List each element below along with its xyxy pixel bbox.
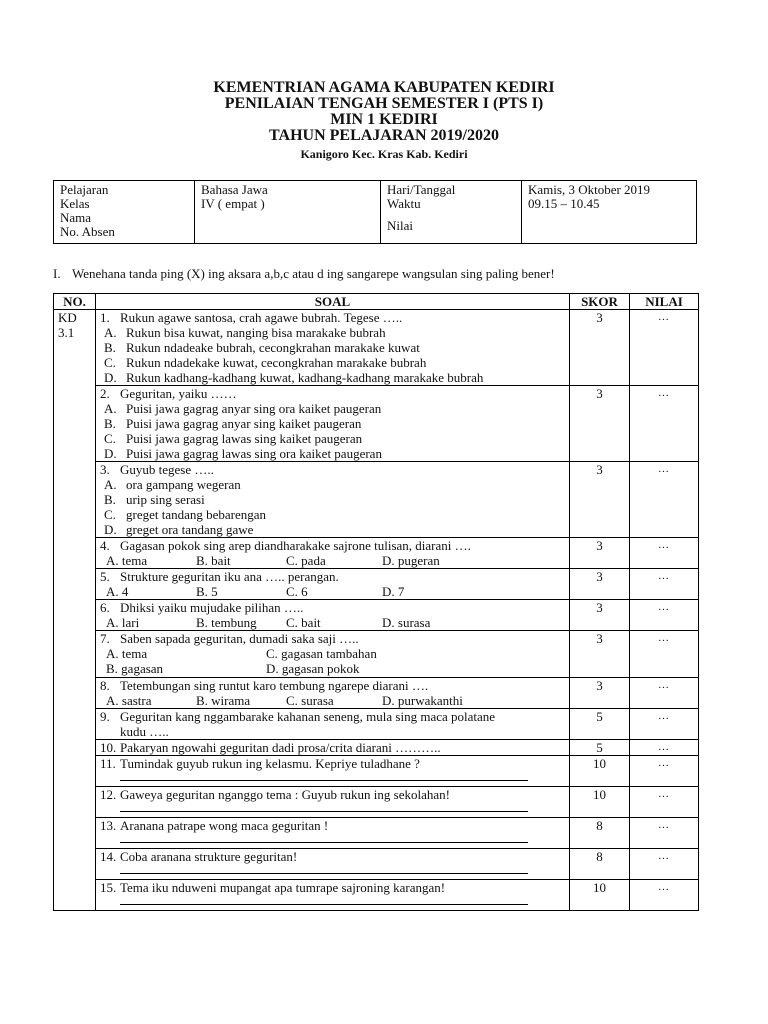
answer-line[interactable] <box>120 895 528 905</box>
score-cell: 5 <box>570 740 630 756</box>
value-kelas: IV ( empat ) <box>201 196 265 211</box>
header-no: NO. <box>54 294 96 310</box>
option-d[interactable]: D. pugeran <box>382 553 440 568</box>
option-d[interactable]: D. gagasan pokok <box>266 661 360 676</box>
option-b[interactable]: B. bait <box>196 553 231 568</box>
question-text: Pakaryan ngowahi geguritan dadi prosa/crita diarani ……….. <box>120 740 441 755</box>
option-d[interactable]: D. greget ora tandang gawe <box>104 522 254 537</box>
question-7 <box>96 631 570 678</box>
score-cell: 10 <box>570 880 630 911</box>
header-skor: SKOR <box>570 294 630 310</box>
kd-label: KD <box>58 310 77 325</box>
question-text: Tema iku nduweni mupangat apa tumrape sajroning karangan! <box>120 880 446 895</box>
option-a[interactable]: A. tema <box>106 646 148 661</box>
option-b[interactable]: B. wirama <box>196 693 251 708</box>
question-number: 14. <box>100 849 117 864</box>
score-cell: 3 <box>570 538 630 569</box>
question-2 <box>96 386 570 462</box>
question-number: 6. <box>100 600 110 615</box>
answer-line[interactable] <box>120 864 528 874</box>
answer-line[interactable] <box>120 771 528 781</box>
table-row <box>54 569 699 600</box>
nilai-cell[interactable] <box>630 880 699 911</box>
header-exam-title: PENILAIAN TENGAH SEMESTER I (PTS I) <box>224 95 544 112</box>
question-number: 7. <box>100 631 110 646</box>
option-a[interactable]: A. Rukun bisa kuwat, nanging bisa marakake bubrah <box>104 325 386 340</box>
nilai-cell[interactable] <box>630 600 699 631</box>
answer-line[interactable] <box>120 802 528 812</box>
question-text: Rukun agawe santosa, crah agawe bubrah. Tegese ….. <box>120 310 403 325</box>
header-institution: KEMENTRIAN AGAMA KABUPATEN KEDIRI <box>213 79 555 96</box>
question-text: Gagasan pokok sing arep diandharakake sajrone tulisan, diarani …. <box>120 538 471 553</box>
label-pelajaran: Pelajaran <box>60 182 109 197</box>
question-5 <box>96 569 570 600</box>
score-cell: 8 <box>570 818 630 849</box>
question-number: 10. <box>100 740 117 755</box>
table-row <box>54 386 699 462</box>
inline-options <box>106 553 565 568</box>
nilai-placeholder: … <box>658 601 670 613</box>
option-a[interactable]: A. ora gampang wegeran <box>104 477 241 492</box>
nilai-placeholder: … <box>658 850 670 862</box>
info-labels-left <box>54 181 195 244</box>
score-cell: 3 <box>570 310 630 386</box>
question-number: 15. <box>100 880 117 895</box>
nilai-cell[interactable] <box>630 678 699 709</box>
question-text: Geguritan kang nggambarake kahanan seneng, mula sing maca polatane <box>120 709 496 724</box>
questions-table <box>53 293 699 911</box>
question-text: Geguritan, yaiku …… <box>120 386 237 401</box>
table-row <box>54 756 699 787</box>
info-labels-right <box>381 181 522 244</box>
score-cell: 3 <box>570 600 630 631</box>
score-cell: 3 <box>570 569 630 600</box>
table-row <box>54 310 699 386</box>
table-row <box>54 818 699 849</box>
option-b[interactable]: B. 5 <box>196 584 218 599</box>
nilai-placeholder: … <box>658 632 670 644</box>
table-row <box>54 462 699 538</box>
label-nama: Nama <box>60 210 92 225</box>
nilai-placeholder: … <box>658 679 670 691</box>
label-no-absen: No. Absen <box>60 224 115 239</box>
label-hari-tanggal: Hari/Tanggal <box>387 182 456 197</box>
question-number: 12. <box>100 787 117 802</box>
inline-options <box>106 615 565 630</box>
option-d[interactable]: D. 7 <box>382 584 405 599</box>
option-c[interactable]: C. Rukun ndadekake kuwat, cecongkrahan marakake bubrah <box>104 355 427 370</box>
nilai-placeholder: … <box>658 788 670 800</box>
nilai-cell[interactable] <box>630 538 699 569</box>
option-a[interactable]: A. 4 <box>106 584 129 599</box>
question-11 <box>96 756 570 787</box>
option-d[interactable]: D. Puisi jawa gagrag lawas sing ora kaiket paugeran <box>104 446 382 461</box>
nilai-cell[interactable] <box>630 631 699 678</box>
nilai-placeholder: … <box>658 463 670 475</box>
nilai-placeholder: … <box>658 741 670 753</box>
question-text: Tetembungan sing runtut karo tembung ngarepe diarani …. <box>120 678 429 693</box>
nilai-placeholder: … <box>658 311 670 323</box>
option-d[interactable]: D. purwakanthi <box>382 693 463 708</box>
question-12 <box>96 787 570 818</box>
question-text: Gaweya geguritan nganggo tema : Guyub rukun ing sekolahan! <box>120 787 450 802</box>
question-number: 3. <box>100 462 110 477</box>
question-text-cont: kudu ….. <box>120 724 169 739</box>
nilai-cell[interactable] <box>630 818 699 849</box>
question-number: 13. <box>100 818 117 833</box>
question-8 <box>96 678 570 709</box>
option-c[interactable]: C. greget tandang bebarengan <box>104 507 267 522</box>
option-c[interactable]: C. bait <box>286 615 321 630</box>
question-number: 11. <box>100 756 116 771</box>
table-row <box>54 631 699 678</box>
instruction-text: Wenehana tanda ping (X) ing aksara a,b,c atau d ing sangarepe wangsulan sing paling bener! <box>72 266 555 281</box>
nilai-cell[interactable] <box>630 849 699 880</box>
question-number: 8. <box>100 678 110 693</box>
option-a[interactable]: A. lari <box>106 615 140 630</box>
option-d[interactable]: D. Rukun kadhang-kadhang kuwat, kadhang-kadhang marakake bubrah <box>104 370 484 385</box>
table-row <box>54 678 699 709</box>
question-text: Coba aranana strukture geguritan! <box>120 849 298 864</box>
table-row <box>54 709 699 740</box>
kd-cell <box>54 310 96 911</box>
nilai-cell[interactable] <box>630 709 699 740</box>
score-cell: 10 <box>570 756 630 787</box>
label-nilai: Nilai <box>387 218 413 233</box>
header-academic-year: TAHUN PELAJARAN 2019/2020 <box>269 127 499 144</box>
section-number: I. <box>53 266 61 281</box>
option-c[interactable]: C. pada <box>286 553 326 568</box>
header-address: Kanigoro Kec. Kras Kab. Kediri <box>300 147 468 161</box>
option-c[interactable]: C. gagasan tambahan <box>266 646 377 661</box>
info-values-left[interactable] <box>195 181 381 244</box>
question-1 <box>96 310 570 386</box>
value-waktu: 09.15 – 10.45 <box>528 196 600 211</box>
document-header <box>0 80 768 163</box>
nilai-cell[interactable] <box>630 787 699 818</box>
question-15 <box>96 880 570 911</box>
question-number: 5. <box>100 569 110 584</box>
label-kelas: Kelas <box>60 196 90 211</box>
option-b[interactable]: B. tembung <box>196 615 257 630</box>
nilai-placeholder: … <box>658 757 670 769</box>
section-instruction <box>53 266 703 282</box>
label-waktu: Waktu <box>387 196 421 211</box>
table-row <box>54 600 699 631</box>
nilai-placeholder: … <box>658 710 670 722</box>
score-cell: 3 <box>570 631 630 678</box>
question-text: Strukture geguritan iku ana ….. perangan. <box>120 569 339 584</box>
option-b[interactable]: B. Rukun ndadeake bubrah, cecongkrahan marakake kuwat <box>104 340 420 355</box>
option-a[interactable]: A. Puisi jawa gagrag anyar sing ora kaiket paugeran <box>104 401 382 416</box>
nilai-placeholder: … <box>658 539 670 551</box>
question-6 <box>96 600 570 631</box>
header-nilai: NILAI <box>630 294 699 310</box>
nilai-placeholder: … <box>658 819 670 831</box>
info-table <box>53 180 697 244</box>
question-number: 4. <box>100 538 110 553</box>
nilai-cell[interactable] <box>630 462 699 538</box>
score-cell: 8 <box>570 849 630 880</box>
option-b[interactable]: B. Puisi jawa gagrag anyar sing kaiket paugeran <box>104 416 362 431</box>
nilai-placeholder: … <box>658 387 670 399</box>
question-4 <box>96 538 570 569</box>
kd-number: 3.1 <box>58 325 75 340</box>
grid-options <box>106 646 565 676</box>
nilai-cell[interactable] <box>630 740 699 756</box>
question-text: Tumindak guyub rukun ing kelasmu. Kepriye tuladhane ? <box>120 756 420 771</box>
value-hari-tanggal: Kamis, 3 Oktober 2019 <box>528 182 651 197</box>
table-row <box>54 849 699 880</box>
option-a[interactable]: A. sastra <box>106 693 152 708</box>
option-c[interactable]: C. 6 <box>286 584 308 599</box>
inline-options <box>106 584 565 599</box>
inline-options <box>106 693 565 708</box>
question-10 <box>96 740 570 756</box>
question-14 <box>96 849 570 880</box>
table-row <box>54 538 699 569</box>
nilai-cell[interactable] <box>630 756 699 787</box>
nilai-cell[interactable] <box>630 310 699 386</box>
score-cell: 10 <box>570 787 630 818</box>
question-text: Guyub tegese ….. <box>120 462 214 477</box>
table-row <box>54 880 699 911</box>
nilai-cell[interactable] <box>630 386 699 462</box>
score-cell: 3 <box>570 462 630 538</box>
question-text: Dhiksi yaiku mujudake pilihan ….. <box>120 600 304 615</box>
score-cell: 5 <box>570 709 630 740</box>
nilai-cell[interactable] <box>630 569 699 600</box>
question-text: Saben sapada geguritan, dumadi saka saji ….. <box>120 631 359 646</box>
option-d[interactable]: D. surasa <box>382 615 431 630</box>
question-9 <box>96 709 570 740</box>
answer-line[interactable] <box>120 833 528 843</box>
question-number: 9. <box>100 709 110 724</box>
info-values-right[interactable] <box>522 181 697 244</box>
header-school: MIN 1 KEDIRI <box>330 111 438 128</box>
score-cell: 3 <box>570 386 630 462</box>
option-b[interactable]: B. urip sing serasi <box>104 492 205 507</box>
header-soal: SOAL <box>96 294 570 310</box>
question-3 <box>96 462 570 538</box>
nilai-placeholder: … <box>658 570 670 582</box>
nilai-placeholder: … <box>658 881 670 893</box>
score-cell: 3 <box>570 678 630 709</box>
question-number: 2. <box>100 386 110 401</box>
question-text: Aranana patrape wong maca geguritan ! <box>120 818 329 833</box>
option-c[interactable]: C. surasa <box>286 693 334 708</box>
option-b[interactable]: B. gagasan <box>106 661 164 676</box>
table-header-row <box>54 294 699 310</box>
table-row <box>54 740 699 756</box>
option-a[interactable]: A. tema <box>106 553 148 568</box>
table-row <box>54 787 699 818</box>
question-13 <box>96 818 570 849</box>
option-c[interactable]: C. Puisi jawa gagrag lawas sing kaiket paugeran <box>104 431 363 446</box>
question-number: 1. <box>100 310 110 325</box>
value-pelajaran: Bahasa Jawa <box>201 182 268 197</box>
